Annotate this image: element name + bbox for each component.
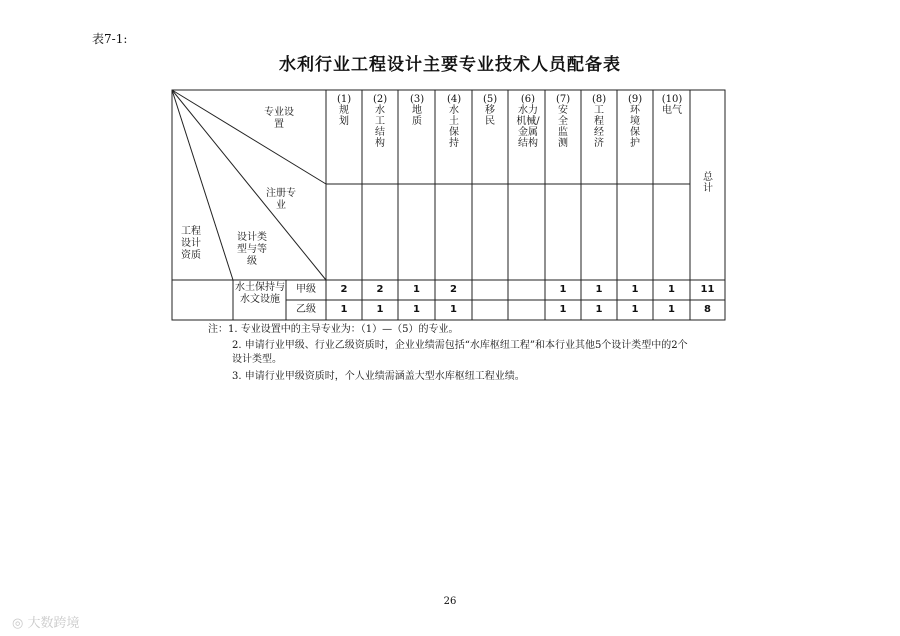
table-cell-total: 11 bbox=[700, 284, 715, 295]
table-title: 水利行业工程设计主要专业技术人员配备表 bbox=[279, 55, 621, 75]
table-cell: 1 bbox=[376, 304, 384, 315]
table-cell-total: 8 bbox=[704, 304, 711, 315]
table-cell: 2 bbox=[376, 284, 384, 295]
header-zhuce-zhuanye: 注册专业 bbox=[266, 188, 296, 211]
col-header-2: (2) 水工结构 bbox=[373, 94, 388, 149]
table-cell: 2 bbox=[450, 284, 457, 295]
watermark-logo-icon: ◎ bbox=[12, 616, 28, 631]
table-cell: 1 bbox=[595, 304, 603, 315]
table-cell: 1 bbox=[595, 284, 603, 295]
note-1: 注：1. 专业设置中的主导专业为：（1）—（5）的专业。 bbox=[208, 324, 459, 335]
table-cell: 1 bbox=[340, 304, 348, 315]
table-cell: 1 bbox=[668, 304, 675, 315]
table-cell: 1 bbox=[559, 284, 567, 295]
col-header-6: (6) 水力机械/金属结构 bbox=[516, 94, 540, 149]
col-header-1: (1) 规划 bbox=[337, 94, 352, 127]
table-cell: 1 bbox=[413, 304, 420, 315]
header-sheji-leixing: 设计类型与等级 bbox=[237, 232, 267, 267]
header-gongcheng-sheji-zizhi: 工程设计资质 bbox=[181, 226, 201, 261]
note-3: 3. 申请行业甲级资质时，个人业绩需涵盖大型水库枢纽工程业绩。 bbox=[232, 371, 525, 382]
row-group-label: 水土保持与水文设施 bbox=[235, 282, 285, 305]
watermark: ◎ 大数跨境 bbox=[12, 616, 80, 631]
header-zhuanye-shezhi: 专业设置 bbox=[264, 107, 294, 130]
col-header-10: (10) 电气 bbox=[661, 94, 683, 116]
col-header-7: (7) 安全监测 bbox=[556, 94, 571, 149]
col-header-total: 总计 bbox=[703, 172, 713, 194]
table-cell: 2 bbox=[340, 284, 348, 295]
col-header-4: (4) 水土保持 bbox=[447, 94, 462, 149]
table-cell: 1 bbox=[631, 304, 639, 315]
col-header-8: (8) 工程经济 bbox=[592, 94, 607, 149]
table-cell: 1 bbox=[413, 284, 420, 295]
table-cell: 1 bbox=[668, 284, 675, 295]
table-cell: 1 bbox=[631, 284, 639, 295]
row-level-jia: 甲级 bbox=[296, 284, 316, 295]
table-caption: 表7-1: bbox=[92, 32, 128, 46]
col-header-9: (9) 环境保护 bbox=[628, 94, 643, 149]
table-cell: 1 bbox=[559, 304, 567, 315]
page-number: 26 bbox=[443, 596, 457, 607]
note-2-cont: 设计类型。 bbox=[232, 354, 282, 365]
col-header-3: (3) 地质 bbox=[410, 94, 425, 127]
note-2: 2. 申请行业甲级、行业乙级资质时，企业业绩需包括“水库枢纽工程”和本行业其他5个设计类型中的2个 bbox=[232, 340, 688, 351]
row-level-yi: 乙级 bbox=[296, 304, 316, 315]
table-cell: 1 bbox=[450, 304, 457, 315]
col-header-5: (5) 移民 bbox=[483, 94, 498, 127]
